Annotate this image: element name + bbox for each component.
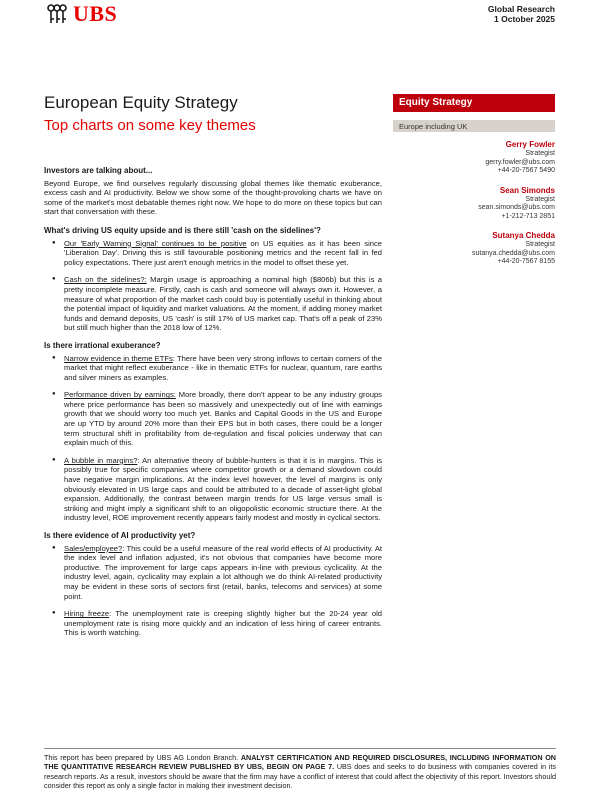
- logo-text: UBS: [73, 1, 118, 26]
- bullet-lead: Performance driven by earnings:: [64, 390, 176, 400]
- bullet-lead: Hiring freeze: [64, 609, 110, 619]
- footer-text: This report has been prepared by UBS AG London Branch.: [44, 753, 241, 762]
- analyst-phone: +44-20-7567 5490: [497, 167, 555, 174]
- bullet-text: : This could be a useful measure of the real world effects of AI productivity. At the index level and inflation adjusted, it's not obvious that companies have become more productive. The improvement for large caps appears in-line with previous cyclicality. At the industry level, again, cyclicality may explain a lot although we do think AI-related productivity may be evident in these sorts of sectors first (retail, banks, telecoms and services) at some point.: [64, 543, 382, 601]
- intro-paragraph: Beyond Europe, we find ourselves regularly discussing global themes like thematic exuberance, excess cash and AI productivity. Below we show some of the thought-provoking charts we have on some of the market's most debatable themes right now. We hope to do more on these topics but can start that conversation with these.: [44, 178, 382, 217]
- bullet-lead: Sales/employee?: [64, 543, 123, 553]
- bullet-text: : There have been very strong inflows to certain corners of the market that might reflect exuberance - like in thematic ETFs for nuclear, quantum, rare earths and silver miners as examples.: [64, 353, 382, 382]
- analyst-phone: +1-212-713 2851: [501, 212, 555, 220]
- footer-text: UBS does and seeks to do business with companies covered in its research reports. As a result, investors should be aware that the firm may have a conflict of interest that could affect the objectivity of this report. Investors should consider this report as only a single factor in making their investment decision.: [44, 762, 556, 791]
- analyst-email[interactable]: sean.simonds@ubs.com: [478, 204, 555, 211]
- report-header: [488, 4, 555, 24]
- region-label: Europe including UK: [393, 120, 555, 132]
- analyst-role: Strategist: [525, 150, 555, 157]
- disclosure-footer: [44, 753, 556, 791]
- bullet-item: [44, 456, 382, 523]
- section-heading: Is there irrational exuberance?: [44, 340, 161, 350]
- bullet-text: More broadly, there don't appear to be any industry groups where price performance has been so massively and unexpectedly out of line with earnings growth that we should worry too much yet. Banks and Capital Goods in the US and Europe are up YTD by around 20% more than their EPS but in both cases, there could be a longer term structural shift in profitability from de-regulation and fiscal policies underway that can explain much of this.: [64, 390, 382, 448]
- bullet-item: [44, 390, 382, 448]
- bullet-lead: Our 'Early Warning Signal' continues to be positive: [64, 238, 247, 248]
- section-heading: Investors are talking about...: [44, 166, 153, 175]
- bullet-text: : The unemployment rate is creeping slightly higher but the 20-24 year old unemployment rate is rising more quickly and an indication of less hiring of career entrants. This is worth watching.: [64, 609, 382, 638]
- bullet-text: Margin usage is approaching a nominal high ($806b) but this is a pretty incomplete measure. Firstly, cash is cash and someone will always own it. However, a measure of what proportion of the market cash could buy is potentially useful in thinking about the potential impact of liquidity and market valuations. At the moment, if adding money market funds and demand deposits, US 'cash' is still 17% of US market cap. That's off a peak of 23% but still much higher than the 2018 low of 12%.: [64, 275, 382, 333]
- category-banner: Equity Strategy: [393, 94, 555, 112]
- analyst-phone: +44-20-7567 8155: [497, 258, 555, 265]
- series-label: Global Research: [487, 4, 555, 14]
- footer-certification: ANALYST CERTIFICATION AND REQUIRED DISCLOSURES, INCLUDING INFORMATION ON THE QUANTITATIVE RESEARCH REVIEW PUBLISHED BY UBS, BEGIN ON PAGE 7.: [44, 753, 556, 772]
- section-heading: Is there evidence of AI productivity yet?: [44, 531, 196, 540]
- bullet-text: : An alternative theory of bubble-hunters is that it is in margins. This is possibly true for specific companies where competitor growth or a demand slowdown could have negative margin implications. At the index level however, the level of margins is only obviously elevated in US large caps and could be attributed to a decade of asset-light global expansion. Additionally, the contrast between margin trends for US large versus small is striking and might imply a significant shift to an oligopolistic economic structure there. At the industry level, ROE improvement recently appears fairly modest and mostly in cyclical sectors.: [64, 455, 382, 523]
- ubs-logo: [44, 3, 117, 25]
- analyst-name: Sutanya Chedda: [492, 231, 555, 240]
- analyst-role: Strategist: [525, 195, 555, 203]
- analyst-role: Strategist: [525, 241, 555, 248]
- main-body: [44, 166, 382, 646]
- report-date: 1 October 2025: [494, 14, 555, 24]
- bullet-lead: Narrow evidence in theme ETFs: [64, 353, 173, 363]
- analyst-list: [393, 140, 555, 277]
- bullet-item: [44, 354, 382, 383]
- bullet-list: [44, 544, 382, 638]
- document-title: European Equity Strategy: [44, 93, 238, 112]
- analyst-card: [393, 231, 555, 267]
- analyst-name: Gerry Fowler: [505, 140, 555, 149]
- footer-divider: [44, 748, 556, 749]
- analyst-card: [393, 186, 555, 222]
- keys-icon: [44, 3, 70, 25]
- bullet-item: [44, 275, 382, 333]
- bullet-list: [44, 239, 382, 333]
- bullet-lead: A bubble in margins?: [64, 455, 138, 465]
- analyst-email[interactable]: gerry.fowler@ubs.com: [485, 158, 555, 166]
- analyst-card: [393, 140, 555, 176]
- bullet-lead: Cash on the sidelines?:: [64, 275, 147, 285]
- section-heading: What's driving US equity upside and is there still 'cash on the sidelines'?: [44, 225, 321, 235]
- document-subtitle: Top charts on some key themes: [44, 117, 256, 134]
- bullet-list: [44, 354, 382, 524]
- analyst-name: Sean Simonds: [499, 185, 555, 195]
- bullet-item: [44, 239, 382, 268]
- bullet-item: [44, 544, 382, 602]
- analyst-email[interactable]: sutanya.chedda@ubs.com: [472, 249, 555, 257]
- bullet-text: on US equities as it has been since 'Liberation Day'. Driving this is still favourable positioning metrics and the recent fall in fed policy expectations. There just aren't enough metrics in the model to offset these yet.: [64, 238, 383, 267]
- bullet-item: [44, 609, 382, 638]
